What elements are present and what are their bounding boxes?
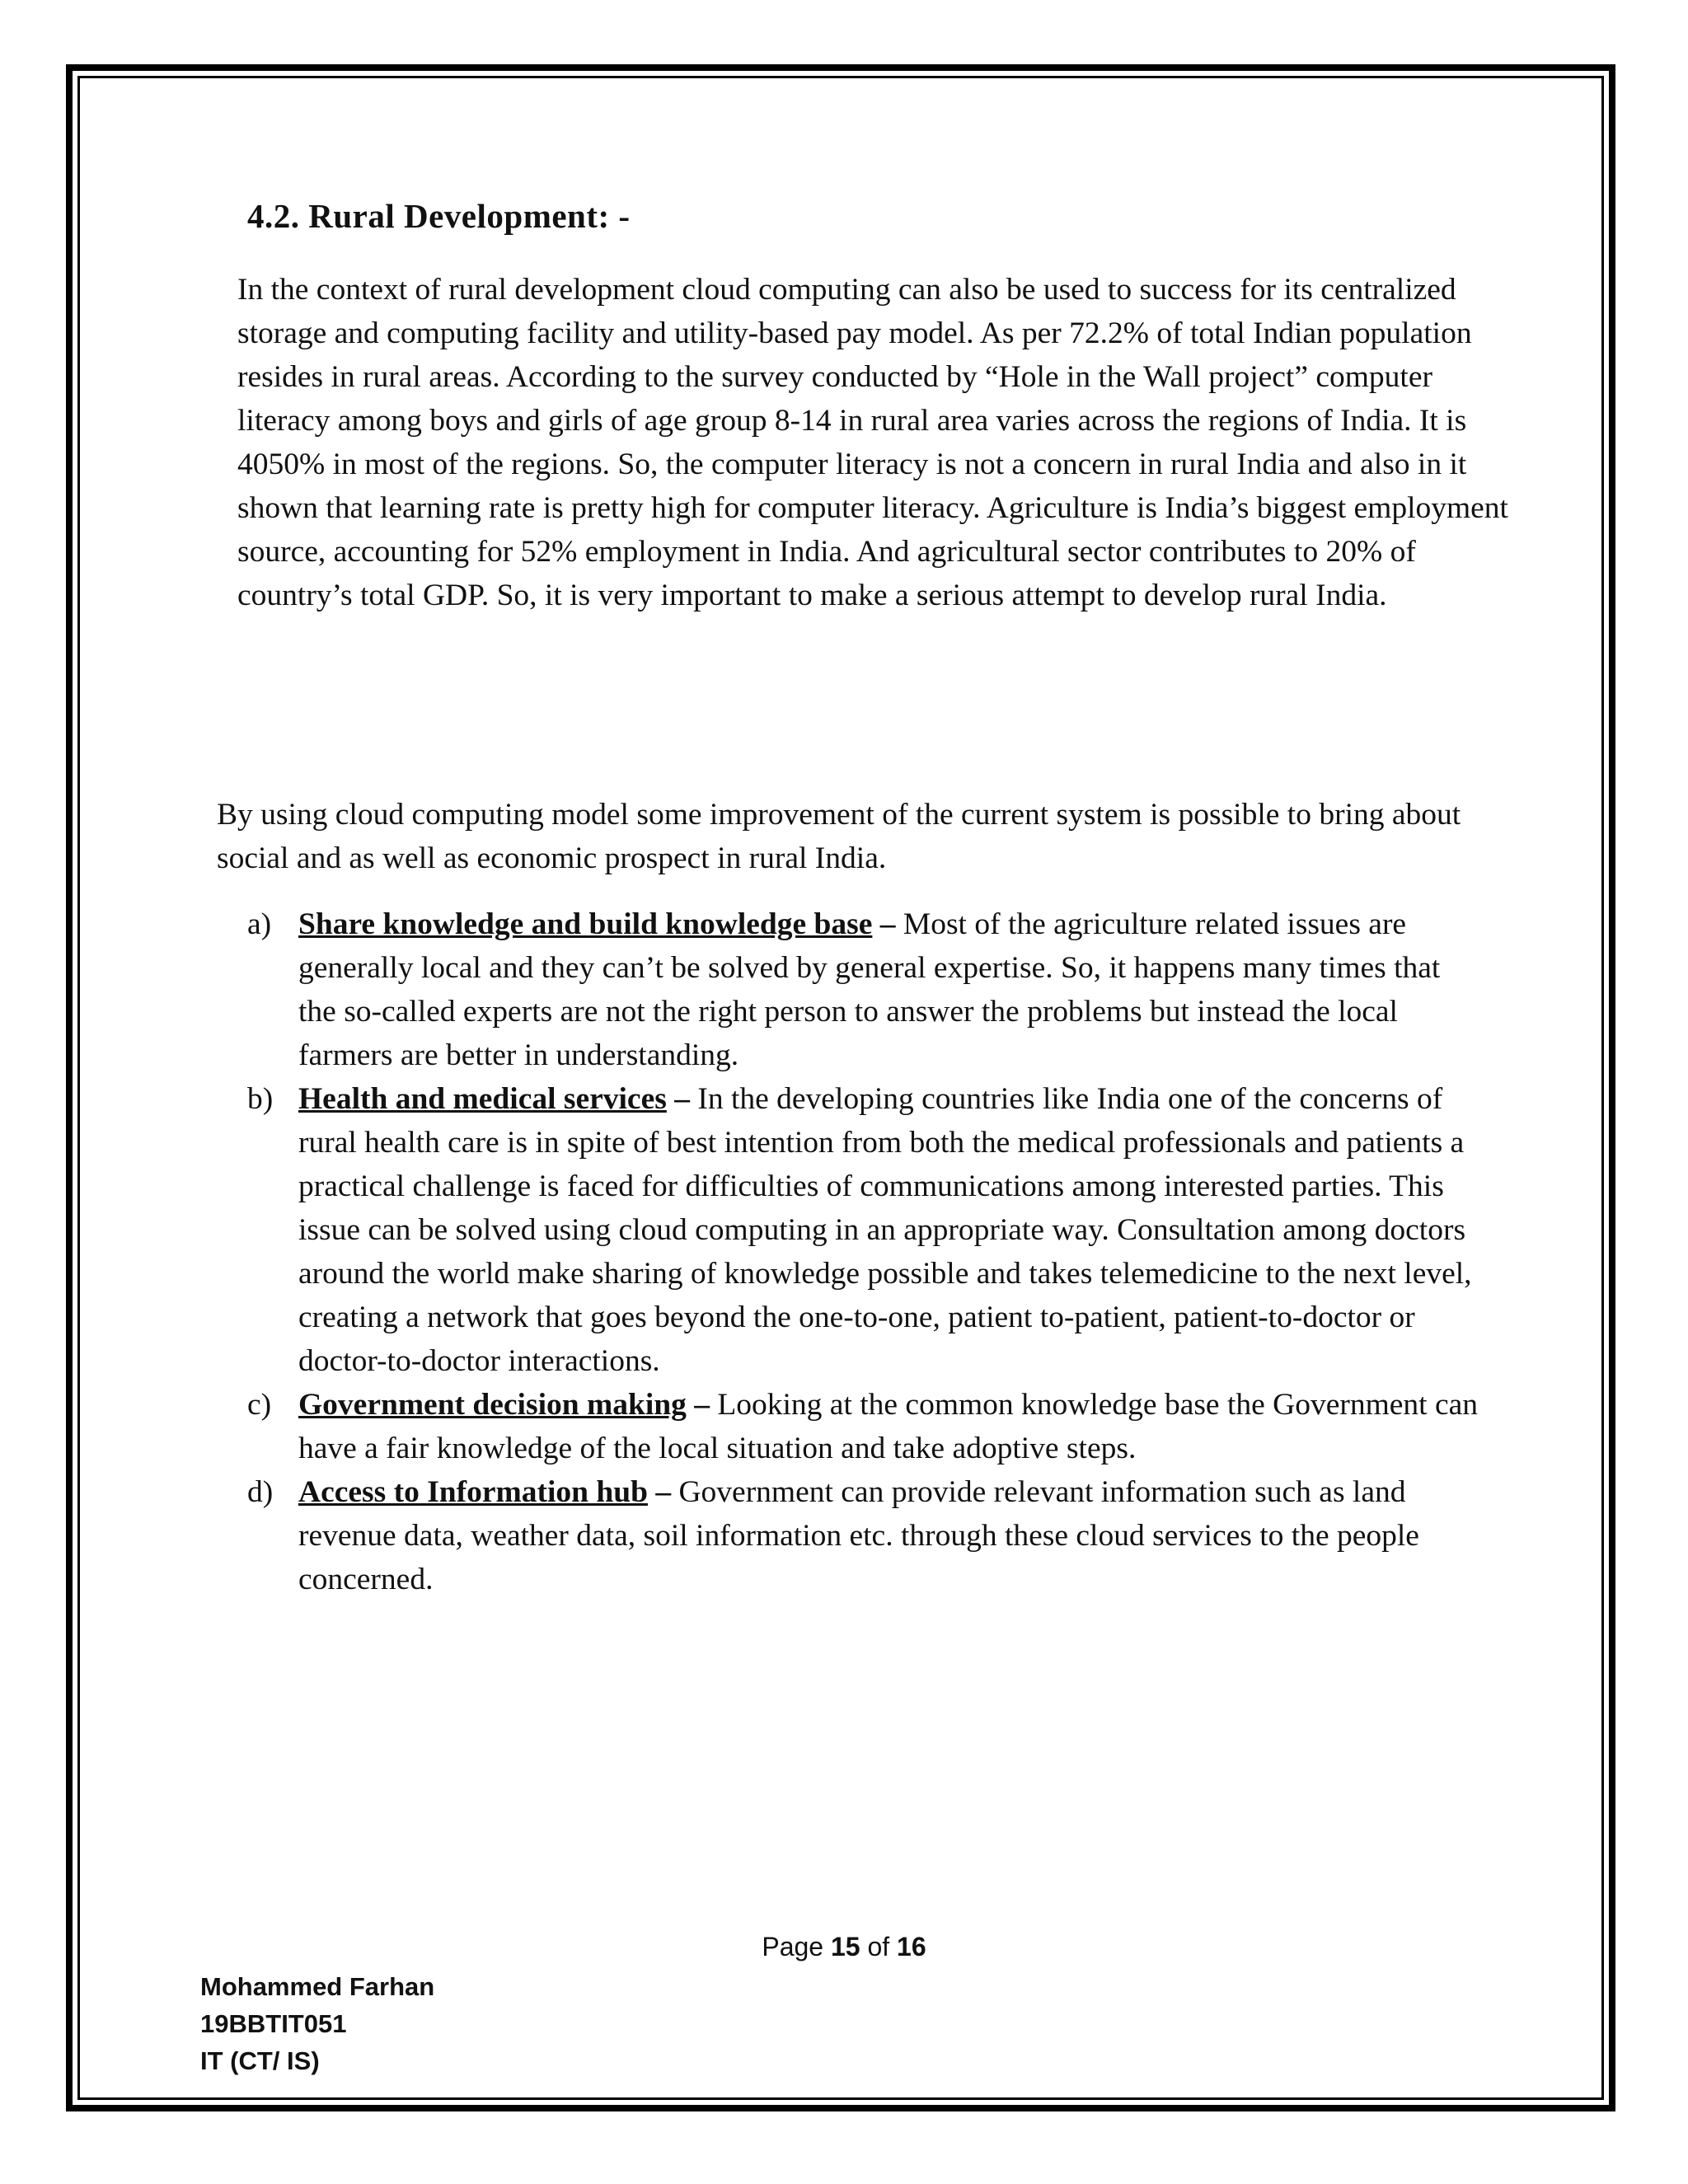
list-item-term: Health and medical services [298, 1082, 667, 1116]
list-item-dash: – [647, 1475, 672, 1509]
improvement-list [247, 902, 1484, 1601]
list-item [247, 1470, 1484, 1601]
list-item [247, 1383, 1484, 1470]
author-id: 19BBTIT051 [200, 2009, 347, 2038]
list-item [247, 902, 1484, 1077]
author-dept: IT (CT/ IS) [200, 2046, 320, 2075]
author-block [200, 1968, 434, 2079]
page-total: 16 [897, 1932, 926, 1961]
list-item-dash: – [666, 1082, 690, 1116]
author-name: Mohammed Farhan [200, 1972, 435, 2001]
list-item-text: Government can provide relevant information such as land revenue data, weather data, soil information etc. through these cloud services to the people concerned. [298, 1475, 1419, 1596]
section-heading: 4.2. Rural Development: - [247, 197, 631, 235]
list-item-dash: – [872, 907, 896, 941]
page-current: 15 [830, 1932, 860, 1961]
list-item-term: Government decision making [298, 1388, 687, 1422]
list-item-term: Access to Information hub [298, 1475, 648, 1509]
list-marker: b) [247, 1082, 274, 1116]
list-item-dash: – [686, 1388, 710, 1422]
page-number [0, 1932, 1688, 1962]
list-item-text: In the developing countries like India one of the concerns of rural health care is in spite of best intention from both the medical professionals and patients a practical challenge is faced for difficulties of communications among interested parties. This issue can be solved using cloud computing in an appropriate way. Consultation among doctors around the world make sharing of knowledge possible and takes telemedicine to the next level, creating a network that goes beyond the one-to-one, patient to-patient, patient-to-doctor or doctor-to-doctor interactions. [298, 1082, 1472, 1378]
list-marker: a) [247, 907, 272, 941]
list-marker: d) [247, 1475, 274, 1509]
list-marker: c) [247, 1388, 272, 1422]
intro-paragraph: In the context of rural development cloud computing can also be used to success for its centralized storage and computing facility and utility-based pay model. As per 72.2% of total Indian population resides in rural areas. According to the survey conducted by “Hole in the Wall project” computer literacy among boys and girls of age group 8-14 in rural area varies across the regions of India. It is 4050% in most of the regions. So, the computer literacy is not a concern in rural India and also in it shown that learning rate is pretty high for computer literacy. Agriculture is India’s biggest employment source, accounting for 52% employment in India. And agricultural sector contributes to 20% of country’s total GDP. So, it is very important to make a serious attempt to develop rural India. [237, 273, 1508, 612]
list-item-text: Looking at the common knowledge base the Government can have a fair knowledge of the local situation and take adoptive steps. [298, 1388, 1478, 1465]
page-prefix: Page [762, 1932, 831, 1961]
list-item-term: Share knowledge and build knowledge base [298, 907, 873, 941]
list-item-text: Most of the agriculture related issues are generally local and they can’t be solved by general expertise. So, it happens many times that the so-called experts are not the right person to answer the problems but instead the local farmers are better in understanding. [298, 907, 1441, 1072]
cloud-model-paragraph: By using cloud computing model some improvement of the current system is possible to bring about social and as well as economic prospect in rural India. [217, 798, 1461, 875]
page-of: of [860, 1932, 898, 1961]
list-item [247, 1077, 1484, 1383]
